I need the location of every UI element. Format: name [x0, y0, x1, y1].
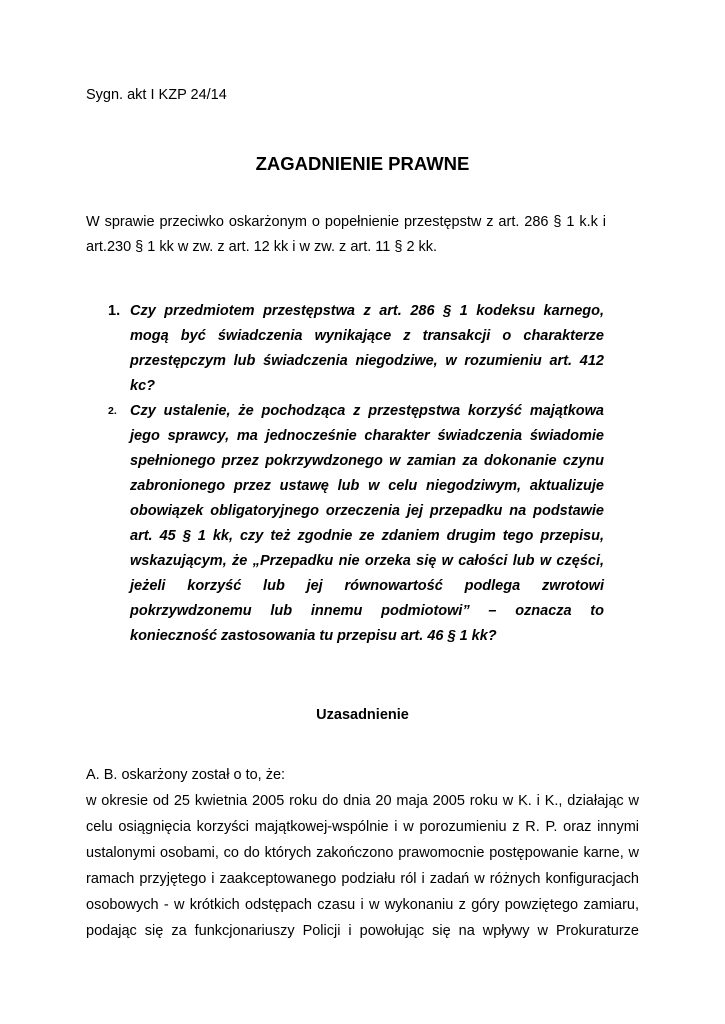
question-line: wskazującym, że „Przepadku nie orzeka się w całości lub w części, — [130, 553, 604, 569]
question-line: konieczność zastosowania tu przepisu art. 46 § 1 kk? — [130, 628, 497, 644]
intro-paragraph — [86, 210, 606, 260]
justification-first-line: A. B. oskarżony został o to, że: — [86, 767, 286, 783]
question-line: jeżeli korzyść lub jej równowartość podlega zwrotowi — [130, 578, 604, 594]
question-line: mogą być świadczenia wynikające z transakcji o charakterze — [130, 328, 604, 344]
intro-line: W sprawie przeciwko oskarżonym o popełnienie przestępstw z art. 286 § 1 k.k i — [86, 214, 606, 230]
paragraph-line: w okresie od 25 kwietnia 2005 roku do dnia 20 maja 2005 roku w K. i K., działając w — [86, 793, 639, 809]
legal-question-2 — [130, 399, 604, 649]
paragraph-line: ramach przyjętego i zaakceptowanego podziału ról i zadań w różnych konfiguracjach — [86, 871, 639, 887]
document-title: ZAGADNIENIE PRAWNE — [255, 153, 470, 174]
paragraph-line: podając się za funkcjonariuszy Policji i powołując się na wpływy w Prokuraturze — [86, 923, 639, 939]
legal-question-1 — [130, 299, 604, 399]
question-line: zabronionego przez ustawę lub w celu niegodziwym, aktualizuje — [130, 478, 604, 494]
justification-paragraph — [86, 788, 639, 944]
question-line: pokrzywdzonemu lub innemu podmiotowi” – oznacza to — [130, 603, 604, 619]
paragraph-line: ustalonymi osobami, co do których zakończono prawomocnie postępowanie karne, w — [86, 845, 639, 861]
question-line: art. 45 § 1 kk, czy też zgodnie ze zdaniem drugim tego przepisu, — [130, 528, 604, 544]
question-number: 1. — [108, 303, 121, 319]
question-line: kc? — [130, 378, 155, 394]
question-line: obowiązek obligatoryjnego orzeczenia jej przepadku na podstawie — [130, 503, 604, 519]
question-line: jego sprawcy, ma jednocześnie charakter świadczenia świadomie — [130, 428, 604, 444]
case-signature: Sygn. akt I KZP 24/14 — [86, 87, 227, 103]
section-heading-uzasadnienie: Uzasadnienie — [316, 707, 409, 723]
question-line: Czy przedmiotem przestępstwa z art. 286 § 1 kodeksu karnego, — [130, 303, 604, 319]
question-number: 2. — [108, 405, 117, 417]
question-line: przestępczym lub świadczenia niegodziwe, w rozumieniu art. 412 — [130, 353, 604, 369]
question-line: spełnionego przez pokrzywdzonego w zamian za dokonanie czynu — [130, 453, 604, 469]
paragraph-line: celu osiągnięcia korzyści majątkowej-wspólnie i w porozumieniu z R. P. oraz innymi — [86, 819, 639, 835]
paragraph-line: osobowych - w krótkich odstępach czasu i w wykonaniu z góry powziętego zamiaru, — [86, 897, 639, 913]
question-line: Czy ustalenie, że pochodząca z przestępstwa korzyść majątkowa — [130, 403, 604, 419]
intro-line: art.230 § 1 kk w zw. z art. 12 kk i w zw. z art. 11 § 2 kk. — [86, 239, 438, 255]
